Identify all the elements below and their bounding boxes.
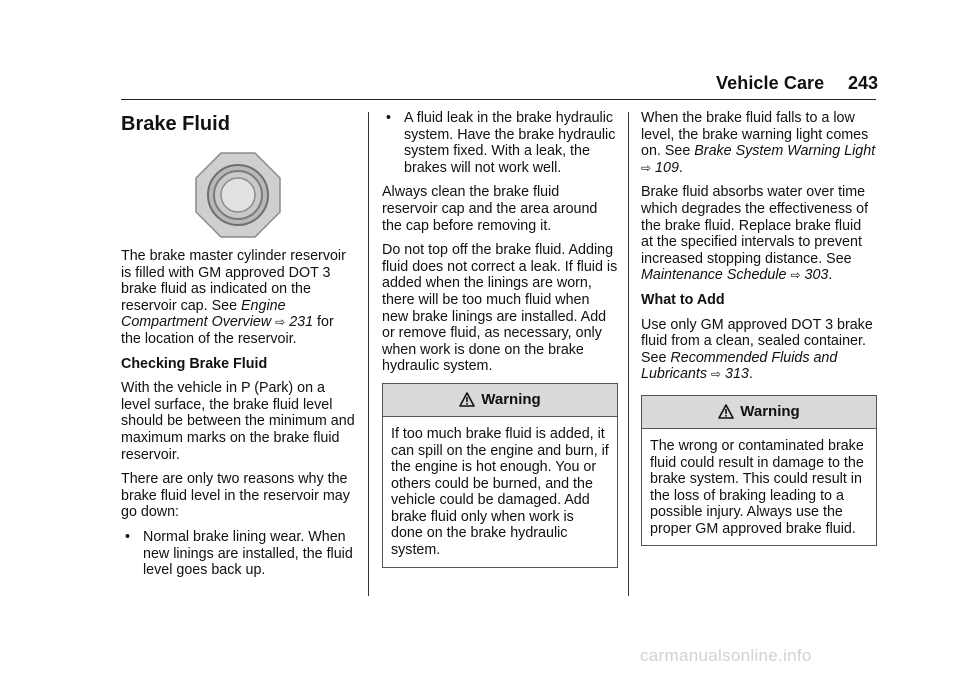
cross-reference-page[interactable]: 109 (655, 159, 679, 176)
cross-reference-page[interactable]: 303 (804, 267, 829, 284)
column-1 (121, 110, 357, 587)
cross-reference-link[interactable]: Brake System Warning Light (694, 143, 876, 160)
sub-heading: Checking Brake Fluid (121, 355, 268, 372)
warning-text: If too much brake fluid is added, it can spill on the engine and burn, if the engine is hot enough. You or others could be burned, and the vehicle could be damaged. Add brake fluid only when work is done on the brake hydraulic system. (391, 425, 609, 559)
paragraph: With the vehicle in P (Park) on a level surface, the brake fluid level should be between the minimum and maximum marks on the brake fluid reservoir. (121, 380, 355, 463)
paragraph: Brake fluid absorbs water over time which degrades the effectiveness of the brake fluid. Replace brake fluid at the specified intervals to prevent increased stopping distance. See Maintenance Schedule ⇨ 303. (641, 184, 869, 284)
cross-reference-link[interactable]: Engine Compartment Overview (121, 297, 286, 331)
column-3 (641, 110, 877, 554)
cross-reference-page[interactable]: 313 (725, 366, 749, 383)
warning-triangle-icon (459, 392, 475, 407)
page-ref-arrow-icon: ⇨ (275, 315, 286, 330)
warning-box (382, 383, 618, 568)
brake-fluid-cap-icon (195, 152, 281, 238)
column-divider (628, 112, 629, 596)
intro-paragraph: The brake master cylinder reservoir is filled with GM approved DOT 3 brake fluid as indicated on the reservoir cap. See Engine Compartment Overview ⇨ 231 for the location of the reservoir. (121, 248, 346, 347)
warning-header: Warning (642, 396, 876, 429)
cross-reference-page[interactable]: 231 (289, 314, 314, 331)
running-header-title: Vehicle Care (716, 73, 825, 93)
paragraph: There are only two reasons why the brake fluid level in the reservoir may go down: (121, 471, 350, 521)
page-ref-arrow-icon: ⇨ (641, 160, 652, 175)
column-divider (368, 112, 369, 596)
header-rule (121, 99, 876, 100)
bullet-icon: • (386, 110, 392, 126)
sub-heading: What to Add (641, 291, 725, 308)
paragraph: Use only GM approved DOT 3 brake fluid from a clean, sealed container. See Recommended Fluids and Lubricants ⇨ 313. (641, 316, 873, 383)
paragraph: Do not top off the brake fluid. Adding fluid does not correct a leak. If fluid is added when the linings are worn, there will be too much fluid when new brake linings are installed. Add or remove fluid, as necessary, only when work is done on the brake hydraulic system. (382, 242, 618, 375)
bullet-icon: • (125, 528, 131, 545)
warning-header: Warning (383, 384, 617, 417)
column-2 (382, 110, 618, 576)
warning-text: The wrong or contaminated brake fluid could result in damage to the brake system. This could result in the loss of braking leading to a possible injury. Always use the proper GM approved brake fluid. (650, 437, 864, 537)
page-ref-arrow-icon: ⇨ (790, 268, 801, 283)
bullet-item: • A fluid leak in the brake hydraulic system. Have the brake hydraulic system fixed. With a leak, the brakes will not work well. (386, 110, 616, 176)
paragraph: When the brake fluid falls to a low level, the brake warning light comes on. See Brake System Warning Light ⇨ 109. (641, 110, 876, 176)
page-number: 243 (848, 73, 879, 93)
watermark: carmanualsonline.info (640, 646, 812, 665)
section-heading: Brake Fluid (121, 113, 230, 135)
warning-box (641, 395, 877, 547)
warning-triangle-icon (718, 404, 734, 419)
cross-reference-link[interactable]: Maintenance Schedule (641, 267, 787, 284)
cross-reference-link[interactable]: Recommended Fluids and Lubricants (641, 349, 838, 383)
paragraph: Always clean the brake fluid reservoir cap and the area around the cap before removing it. (382, 184, 598, 234)
page-ref-arrow-icon: ⇨ (710, 367, 722, 382)
bullet-item: • Normal brake lining wear. When new linings are installed, the fluid level goes back up. (125, 528, 353, 579)
